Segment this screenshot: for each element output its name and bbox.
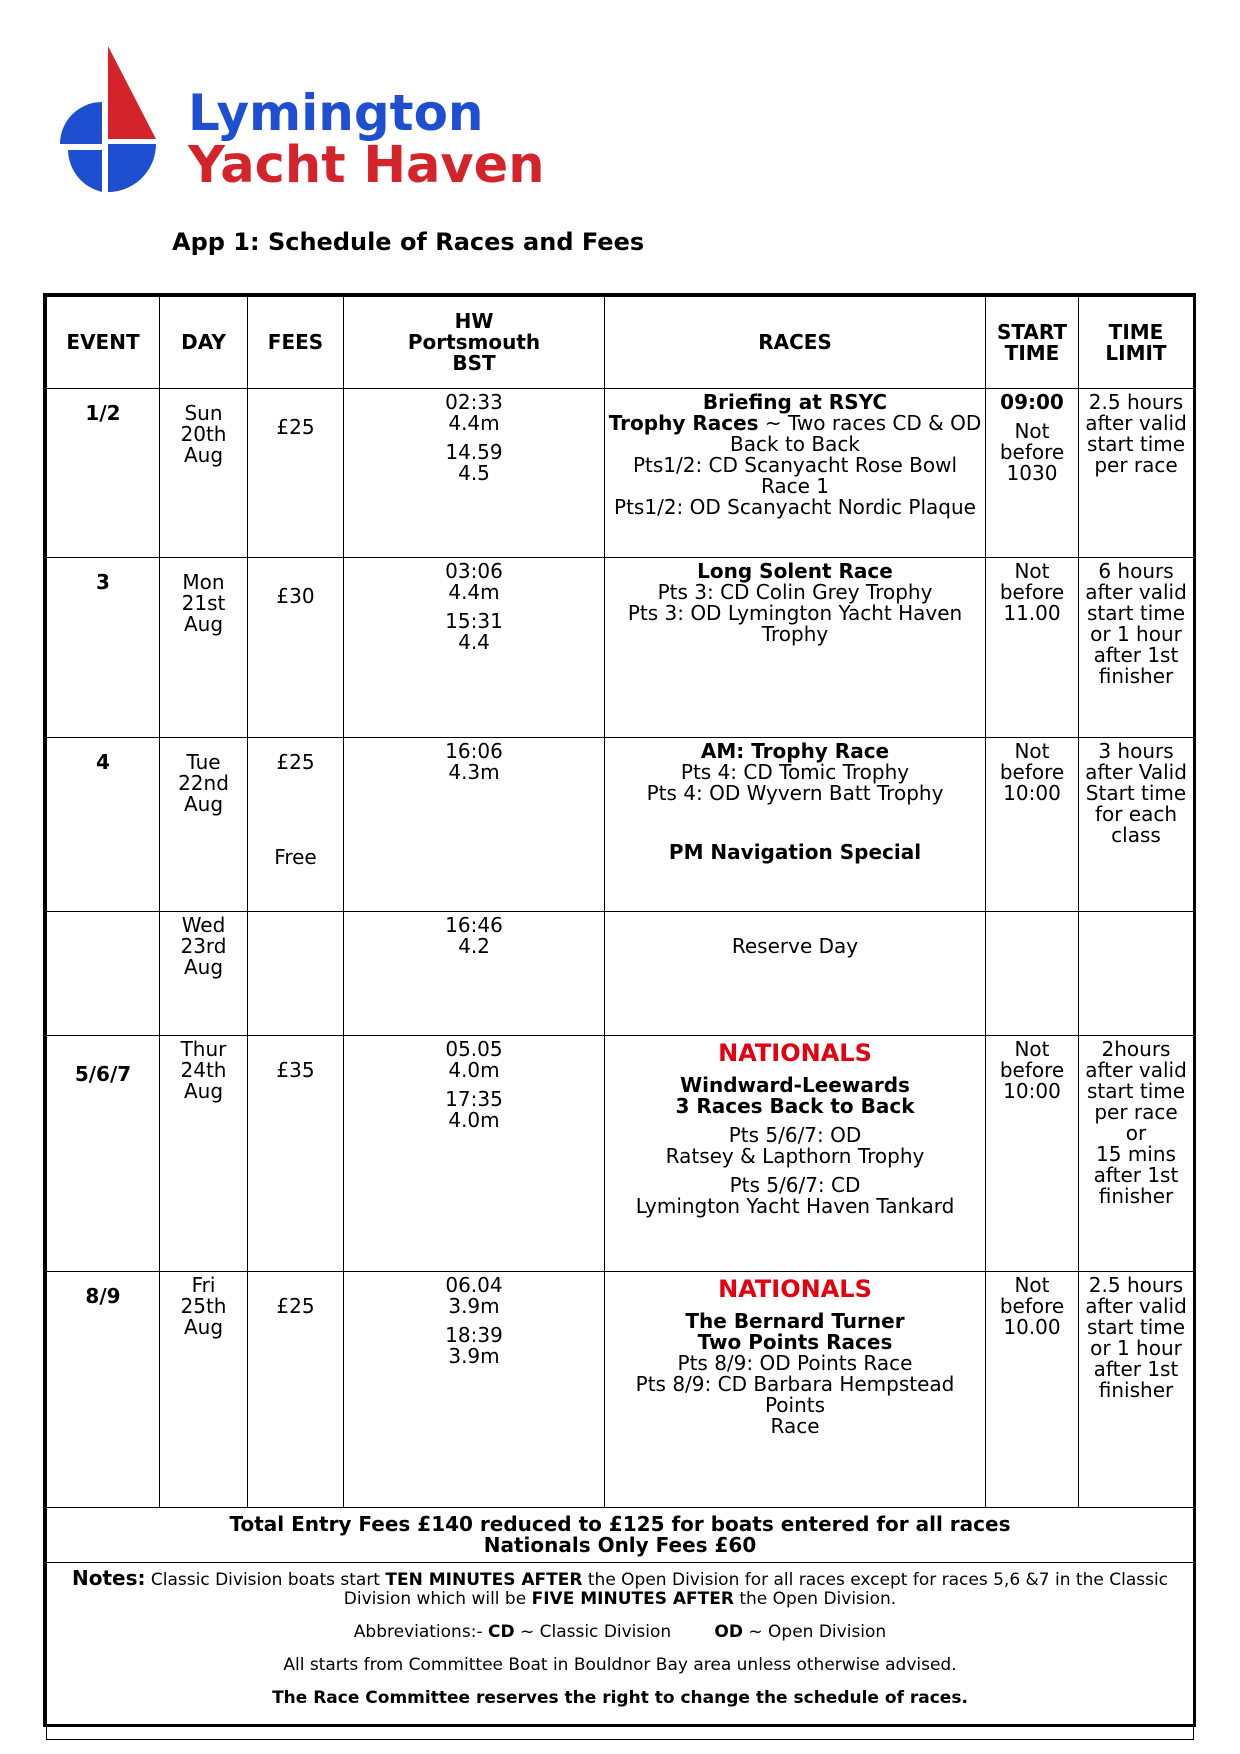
event-cell: 1/2 <box>47 389 160 558</box>
races-cell: NATIONALS The Bernard Turner Two Points Races Pts 8/9: OD Points Race Pts 8/9: CD Barbara Hempstead Points Race <box>605 1272 986 1508</box>
fee-cell: £25 Free <box>248 738 344 912</box>
day-cell: Tue 22nd Aug <box>160 738 248 912</box>
header-row <box>47 297 1194 389</box>
start-time-cell <box>986 912 1079 1036</box>
logo-text-yacht-haven: Yacht Haven <box>188 136 545 195</box>
table-row <box>47 1036 1194 1272</box>
time-limit-cell: 2hours after valid start time per race or 15 mins after 1st finisher <box>1079 1036 1194 1272</box>
header-start-time: START TIME <box>986 297 1079 389</box>
header-day: DAY <box>160 297 248 389</box>
header-time-limit: TIME LIMIT <box>1079 297 1194 389</box>
header-fees: FEES <box>248 297 344 389</box>
logo <box>48 44 545 195</box>
header-races: RACES <box>605 297 986 389</box>
event-cell: 8/9 <box>47 1272 160 1508</box>
day-cell: Fri 25th Aug <box>160 1272 248 1508</box>
total-fees: Total Entry Fees £140 reduced to £125 for boats entered for all races Nationals Only Fees £60 <box>47 1508 1194 1563</box>
hw-cell: 16:06 4.3m <box>344 738 605 912</box>
hw-cell: 16:46 4.2 <box>344 912 605 1036</box>
event-cell: 4 <box>47 738 160 912</box>
races-cell: NATIONALS Windward-Leewards 3 Races Back to Back Pts 5/6/7: OD Ratsey & Lapthorn Trophy Pts 5/6/7: CD Lymington Yacht Haven Tankard <box>605 1036 986 1272</box>
fee-cell <box>248 912 344 1036</box>
start-time-cell: Not before 10:00 <box>986 1036 1079 1272</box>
time-limit-cell: 6 hours after valid start time or 1 hour after 1st finisher <box>1079 558 1194 738</box>
races-cell: Briefing at RSYC Trophy Races ~ Two races CD & OD Back to Back Pts1/2: CD Scanyacht Rose Bowl Race 1 Pts1/2: OD Scanyacht Nordic Plaque <box>605 389 986 558</box>
notes-reserve-right: The Race Committee reserves the right to change the schedule of races. <box>272 1688 968 1708</box>
time-limit-cell: 2.5 hours after valid start time or 1 hour after 1st finisher <box>1079 1272 1194 1508</box>
notes-row <box>47 1563 1194 1740</box>
header-hw: HW Portsmouth BST <box>344 297 605 389</box>
start-time-cell: 09:00 Not before 1030 <box>986 389 1079 558</box>
notes-starts: All starts from Committee Boat in Bouldnor Bay area unless otherwise advised. <box>283 1655 957 1675</box>
time-limit-cell: 2.5 hours after valid start time per race <box>1079 389 1194 558</box>
fee-cell: £25 <box>248 1272 344 1508</box>
hw-cell: 02:33 4.4m 14.59 4.5 <box>344 389 605 558</box>
notes-abbreviations: Abbreviations:- CD ~ Classic Division OD ~ Open Division <box>353 1622 887 1642</box>
day-cell: Wed 23rd Aug <box>160 912 248 1036</box>
header-event: EVENT <box>47 297 160 389</box>
schedule-table <box>43 293 1196 1727</box>
time-limit-cell <box>1079 912 1194 1036</box>
sail-logo-icon <box>48 44 183 194</box>
day-cell: Mon 21st Aug <box>160 558 248 738</box>
event-cell: 5/6/7 <box>47 1036 160 1272</box>
hw-cell: 03:06 4.4m 15:31 4.4 <box>344 558 605 738</box>
fee-cell: £30 <box>248 558 344 738</box>
day-cell: Thur 24th Aug <box>160 1036 248 1272</box>
event-cell: 3 <box>47 558 160 738</box>
logo-text-lymington: Lymington <box>188 84 484 142</box>
start-time-cell: Not before 10.00 <box>986 1272 1079 1508</box>
hw-cell: 05.05 4.0m 17:35 4.0m <box>344 1036 605 1272</box>
races-cell: AM: Trophy Race Pts 4: CD Tomic Trophy Pts 4: OD Wyvern Batt Trophy PM Navigation Special <box>605 738 986 912</box>
table-row <box>47 738 1194 912</box>
notes <box>47 1563 1194 1740</box>
races-cell: Reserve Day <box>605 912 986 1036</box>
nationals-label: NATIONALS <box>718 1039 872 1067</box>
races-cell: Long Solent Race Pts 3: CD Colin Grey Trophy Pts 3: OD Lymington Yacht Haven Trophy <box>605 558 986 738</box>
notes-classic-start: Notes: Classic Division boats start TEN MINUTES AFTER the Open Division for all races except for races 5,6 &7 in the Classic Division which will be FIVE MINUTES AFTER the Open Division. <box>71 1566 1169 1609</box>
day-cell: Sun 20th Aug <box>160 389 248 558</box>
table-row <box>47 1272 1194 1508</box>
fee-cell: £25 <box>248 389 344 558</box>
table-row <box>47 912 1194 1036</box>
start-time-cell: Not before 11.00 <box>986 558 1079 738</box>
table-row <box>47 558 1194 738</box>
document-title: App 1: Schedule of Races and Fees <box>172 228 645 256</box>
hw-cell: 06.04 3.9m 18:39 3.9m <box>344 1272 605 1508</box>
nationals-label: NATIONALS <box>718 1275 872 1303</box>
event-cell <box>47 912 160 1036</box>
time-limit-cell: 3 hours after Valid Start time for each class <box>1079 738 1194 912</box>
table-row <box>47 389 1194 558</box>
fee-cell: £35 <box>248 1036 344 1272</box>
start-time-cell: Not before 10:00 <box>986 738 1079 912</box>
totals-row <box>47 1508 1194 1563</box>
